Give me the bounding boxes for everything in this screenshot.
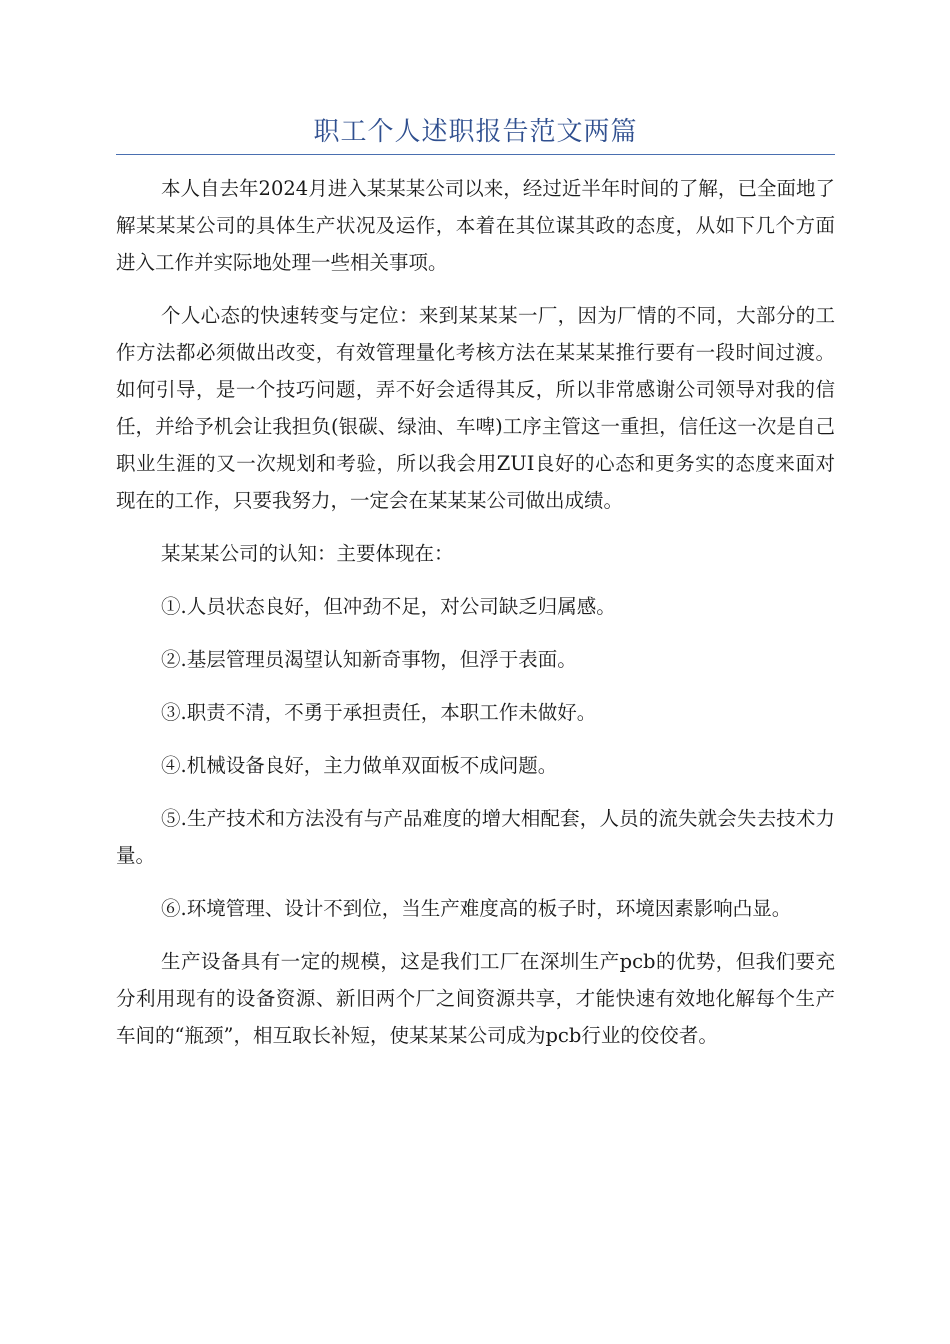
list-item: ⑥.环境管理、设计不到位，当生产难度高的板子时，环境因素影响凸显。 [161,897,792,920]
title-underline [116,154,835,155]
list-item: ③.职责不清，不勇于承担责任，本职工作未做好。 [161,701,597,724]
document-body [116,170,835,1070]
list-item: ④.机械设备良好，主力做单双面板不成问题。 [161,754,558,777]
paragraph-mindset: 个人心态的快速转变与定位：来到某某某一厂，因为厂情的不同，大部分的工作方法都必须做出改变，有效管理量化考核方法在某某某推行要有一段时间过渡。如何引导，是一个技巧问题，弄不好会适得其反，所以非常感谢公司领导对我的信任，并给予机会让我担负(银碳、绿油、车啤)工序主管这一重担，信任这一次是自己职业生涯的又一次规划和考验，所以我会用ZUI良好的心态和更务实的态度来面对现在的工作，只要我努力，一定会在某某某公司做出成绩。 [116,304,835,512]
list-item: ⑤.生产技术和方法没有与产品难度的增大相配套，人员的流失就会失去技术力量。 [116,807,835,867]
document-title: 职工个人述职报告范文两篇 [313,117,638,147]
list-item: ②.基层管理员渴望认知新奇事物，但浮于表面。 [161,648,577,671]
paragraph-equipment: 生产设备具有一定的规模，这是我们工厂在深圳生产pcb的优势，但我们要充分利用现有的设备资源、新旧两个厂之间资源共享，才能快速有效地化解每个生产车间的“瓶颈”，相互取长补短，使某某某公司成为pcb行业的佼佼者。 [116,950,835,1047]
paragraph-cognition-heading: 某某某公司的认知：主要体现在： [161,542,454,565]
paragraph-intro: 本人自去年2024月进入某某某公司以来，经过近半年时间的了解，已全面地了解某某某公司的具体生产状况及运作，本着在其位谋其政的态度，从如下几个方面进入工作并实际地处理一些相关事项。 [116,177,835,274]
list-item: ①.人员状态良好，但冲劲不足，对公司缺乏归属感。 [161,595,616,618]
